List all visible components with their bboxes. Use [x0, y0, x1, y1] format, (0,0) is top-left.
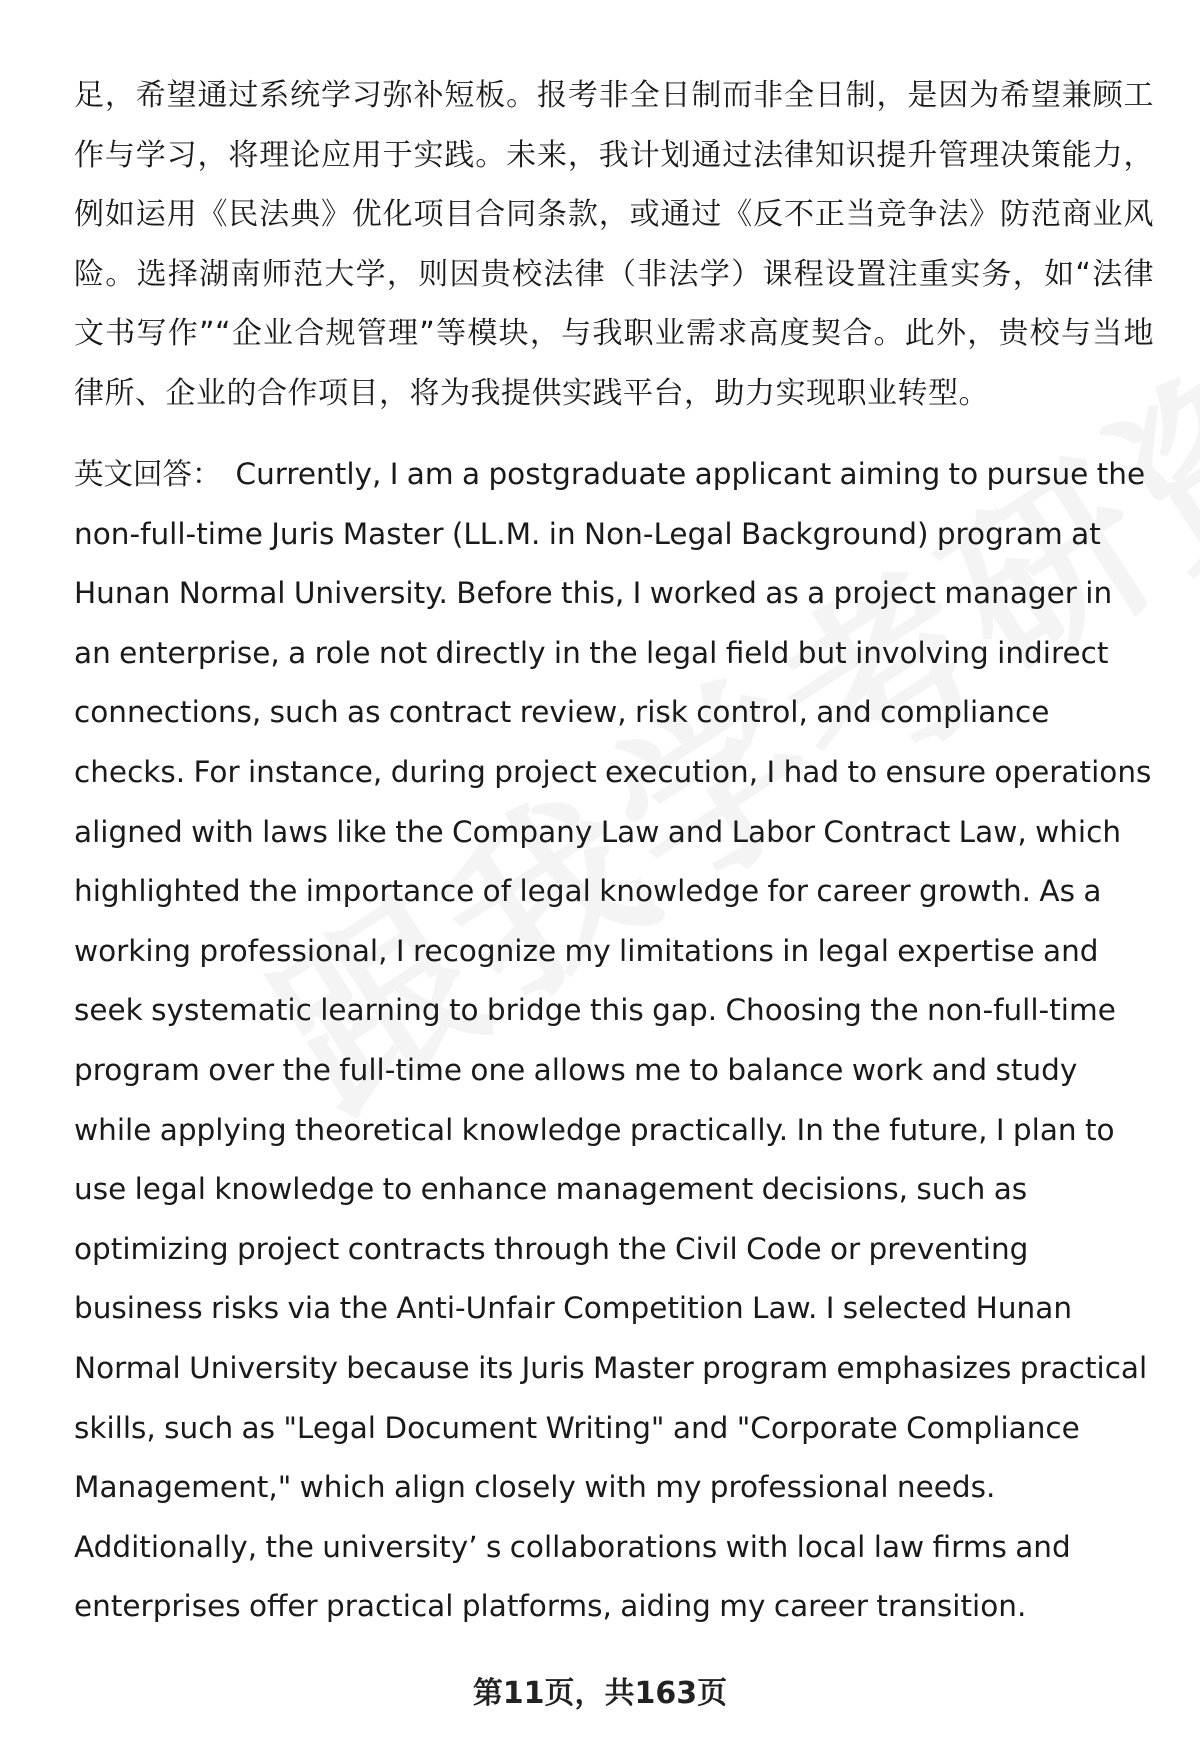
chinese-paragraph: 足，希望通过系统学习弥补短板。报考非全日制而非全日制，是因为希望兼顾工作与学习，将理论应用于实践。未来，我计划通过法律知识提升管理决策能力，例如运用《民法典》优化项目合同条款，或通过《反不正当竞争法》防范商业风险。选择湖南师范大学，则因贵校法律（非法学）课程设置注重实务，如“法律文书写作”“企业合规管理”等模块，与我职业需求高度契合。此外，贵校与当地律所、企业的合作项目，将为我提供实践平台，助力实现职业转型。 — [74, 78, 1154, 411]
english-answer-label: 英文回答： — [74, 457, 222, 491]
page-content — [74, 66, 1154, 1637]
english-answer-text: Currently, I am a postgraduate applicant aiming to pursue the non-full-time Juris Master (LL.M. in Non-Legal Background) program at Hunan Normal University. Before this, I worked as a project manager in an enterprise, a role not directly in the legal field but involving indirect connections, such as contract review, risk control, and compliance checks. For instance, during project execution, I had to ensure operations aligned with laws like the Company Law and Labor Contract Law, which highlighted the importance of legal knowledge for career growth. As a working professional, I recognize my limitations in legal expertise and seek systematic learning to bridge this gap. Choosing the non-full-time program over the full-time one allows me to balance work and study while applying theoretical knowledge practically. In the future, I plan to use legal knowledge to enhance management decisions, such as optimizing project contracts through the Civil Code or preventing business risks via the Anti-Unfair Competition Law. I selected Hunan Normal University because its Juris Master program emphasizes practical skills, such as "Legal Document Writing" and "Corporate Compliance Management," which align closely with my professional needs. Additionally, the university’ s collaborations with local law firms and enterprises offer practical platforms, aiding my career transition. — [74, 457, 1152, 1624]
page-number: 第11页，共163页 — [472, 1676, 728, 1711]
english-answer-paragraph — [74, 445, 1154, 1637]
